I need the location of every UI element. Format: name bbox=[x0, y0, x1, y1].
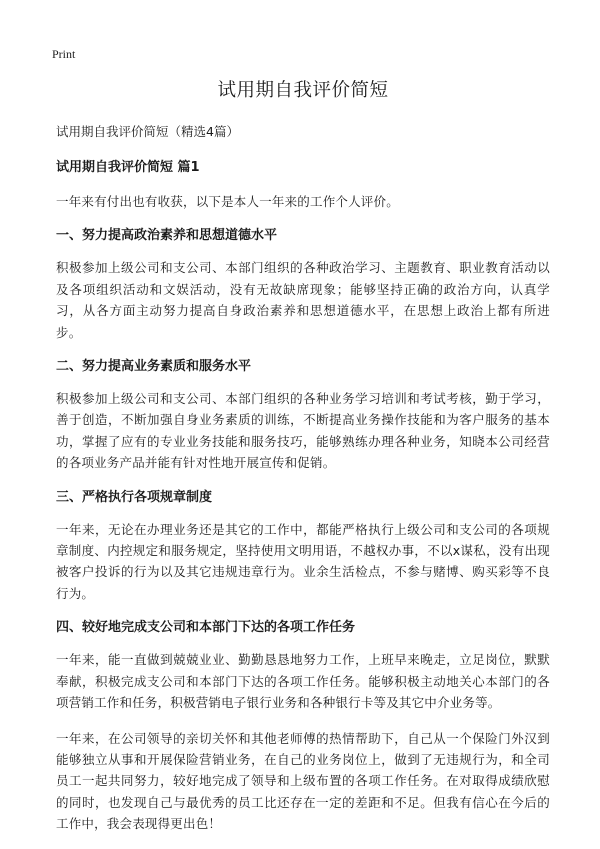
paragraph-3: 一年来，无论在办理业务还是其它的工作中，都能严格执行上级公司和支公司的各项规章制度、内控规定和服务规定，坚持使用文明用语，不越权办事，不以x谋私，没有出现被客户投诉的行为以及其它违规违章行为。业余生活检点，不参与赌博、购买彩等不良行为。 bbox=[56, 521, 550, 601]
paragraph-2: 积极参加上级公司和支公司、本部门组织的各种业务学习培训和考试考核，勤于学习，善于创造，不断加强自身业务素质的训练，不断提高业务操作技能和为客户服务的基本功，掌握了应有的专业业务技能和服务技巧，能够熟练办理各种业务，知晓本公司经营的各项业务产品并能有针对性地开展宣传和促销。 bbox=[56, 391, 550, 471]
document-body bbox=[56, 78, 550, 849]
page-title: 试用期自我评价简短 bbox=[217, 80, 389, 101]
paragraph-1: 积极参加上级公司和支公司、本部门组织的各种政治学习、主题教育、职业教育活动以及各项组织活动和文娱活动，没有无故缺席现象；能够坚持正确的政治方向，认真学习，从各方面主动努力提高自身政治素养和思想道德水平，在思想上政治上都有所进步。 bbox=[56, 260, 550, 340]
paragraph-5: 一年来，在公司领导的亲切关怀和其他老师傅的热情帮助下，自己从一个保险门外汉到能够独立从事和开展保险营销业务，在自己的业务岗位上，做到了无违规行为，和全司员工一起共同努力，较好地完成了领导和上级布置的各项工作任务。在对取得成绩欣慰的同时，也发现自己与最优秀的员工比还存在一定的差距和不足。但我有信心在今后的工作中，我会表现得更出色！ bbox=[56, 730, 550, 832]
document-subtitle: 试用期自我评价简短（精选4篇） bbox=[56, 124, 239, 139]
intro-paragraph: 一年来有付出也有收获，以下是本人一年来的工作个人评价。 bbox=[56, 194, 399, 209]
paragraph-4: 一年来，能一直做到兢兢业业、勤勤恳恳地努力工作，上班早来晚走，立足岗位，默默奉献，积极完成支公司和本部门下达的各项工作任务。能够积极主动地关心本部门的各项营销工作和任务，积极营销电子银行业务和各种银行卡等及其它中介业务等。 bbox=[56, 652, 550, 711]
heading-3: 三、严格执行各项规章制度 bbox=[56, 489, 213, 505]
section-title: 试用期自我评价简短 篇1 bbox=[56, 160, 200, 175]
heading-1: 一、努力提高政治素养和思想道德水平 bbox=[56, 228, 278, 244]
heading-2: 二、努力提高业务素质和服务水平 bbox=[56, 359, 252, 375]
heading-4: 四、较好地完成支公司和本部门下达的各项工作任务 bbox=[56, 620, 356, 636]
print-link[interactable]: Print bbox=[52, 47, 76, 61]
